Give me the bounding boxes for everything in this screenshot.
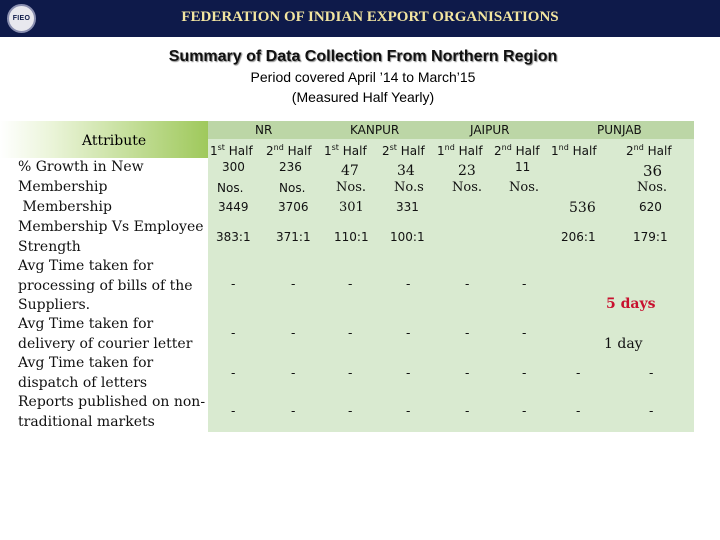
table-cell: 100:1 bbox=[390, 230, 425, 244]
region-header-kanpur: KANPUR bbox=[350, 123, 400, 137]
table-cell: - bbox=[291, 366, 296, 381]
table-cell: 620 bbox=[639, 200, 662, 214]
half-header: 1st Half bbox=[210, 143, 253, 158]
table-cell: 331 bbox=[396, 200, 419, 214]
table-cell: 301 bbox=[339, 200, 364, 215]
fieo-logo: FIEO bbox=[7, 4, 36, 33]
region-header-jaipur: JAIPUR bbox=[470, 123, 510, 137]
half-header: 1nd Half bbox=[437, 143, 483, 158]
table-cell: - bbox=[406, 366, 411, 381]
row-label-bills: Avg Time taken for processing of bills of the Suppliers. bbox=[18, 258, 193, 313]
table-cell: 536 bbox=[569, 200, 596, 216]
table-cell: - bbox=[465, 366, 470, 381]
table-cell-highlight: 5 days bbox=[606, 296, 656, 312]
table-cell: Nos. bbox=[279, 181, 306, 195]
table-cell: - bbox=[348, 404, 353, 419]
table-cell: - bbox=[649, 366, 654, 381]
region-header-nr: NR bbox=[255, 123, 273, 137]
half-header: 1st Half bbox=[324, 143, 367, 158]
period-text: Period covered April ’14 to March’15 bbox=[250, 69, 476, 85]
table-cell: - bbox=[465, 277, 470, 292]
measured-text: (Measured Half Yearly) bbox=[291, 89, 435, 105]
table-cell: 23 bbox=[458, 163, 476, 179]
half-header: 2nd Half bbox=[626, 143, 672, 158]
row-label-reports: Reports published on non- traditional markets bbox=[18, 394, 206, 430]
table-cell: 383:1 bbox=[216, 230, 251, 244]
table-cell: 36 bbox=[643, 162, 663, 180]
table-cell: - bbox=[406, 277, 411, 292]
row-label-membership: Membership bbox=[18, 199, 112, 215]
table-cell: 47 bbox=[341, 163, 359, 179]
table-cell: 110:1 bbox=[334, 230, 369, 244]
table-cell: - bbox=[649, 404, 654, 419]
page-title: Summary of Data Collection From Northern Region bbox=[168, 48, 558, 65]
attribute-header: Attribute bbox=[82, 133, 147, 149]
table-cell: - bbox=[406, 404, 411, 419]
table-cell: 371:1 bbox=[276, 230, 311, 244]
table-cell: - bbox=[231, 404, 236, 419]
half-header: 1nd Half bbox=[551, 143, 597, 158]
half-header: 2nd Half bbox=[266, 143, 312, 158]
table-cell: - bbox=[522, 366, 527, 381]
table-cell: 11 bbox=[515, 160, 531, 174]
table-cell: Nos. bbox=[336, 180, 367, 195]
half-header: 2st Half bbox=[382, 143, 425, 158]
table-cell: - bbox=[465, 404, 470, 419]
row-label-dispatch: Avg Time taken for dispatch of letters bbox=[18, 355, 154, 391]
table-cell: No.s bbox=[394, 180, 424, 195]
table-cell: - bbox=[231, 277, 236, 292]
table-cell: - bbox=[231, 366, 236, 381]
row-label-growth: % Growth in New Membership bbox=[18, 159, 144, 195]
table-cell: 236 bbox=[279, 160, 302, 174]
table-cell: 1 day bbox=[604, 336, 643, 352]
table-cell: Nos. bbox=[509, 180, 540, 195]
row-label-courier: Avg Time taken for delivery of courier letter bbox=[18, 316, 193, 352]
table-cell: - bbox=[406, 326, 411, 341]
table-cell: Nos. bbox=[452, 180, 483, 195]
table-cell: 3449 bbox=[218, 200, 249, 214]
half-header: 2nd Half bbox=[494, 143, 540, 158]
table-cell: - bbox=[291, 326, 296, 341]
table-cell: - bbox=[348, 366, 353, 381]
table-cell: - bbox=[576, 404, 581, 419]
org-title: FEDERATION OF INDIAN EXPORT ORGANISATIONS bbox=[181, 9, 559, 25]
table-cell: - bbox=[231, 326, 236, 341]
region-header-punjab: PUNJAB bbox=[597, 123, 642, 137]
table-cell: Nos. bbox=[217, 181, 244, 195]
table-cell: - bbox=[291, 277, 296, 292]
table-cell: 34 bbox=[397, 163, 415, 179]
table-cell: - bbox=[576, 366, 581, 381]
table-cell: - bbox=[522, 326, 527, 341]
table-cell: - bbox=[465, 326, 470, 341]
table-cell: 3706 bbox=[278, 200, 309, 214]
table-cell: 206:1 bbox=[561, 230, 596, 244]
table-cell: 300 bbox=[222, 160, 245, 174]
table-cell: - bbox=[522, 404, 527, 419]
table-cell: Nos. bbox=[637, 180, 668, 195]
table-cell: - bbox=[348, 326, 353, 341]
table-cell: - bbox=[522, 277, 527, 292]
row-label-member-employee: Membership Vs Employee Strength bbox=[18, 219, 204, 255]
table-cell: - bbox=[291, 404, 296, 419]
table-cell: - bbox=[348, 277, 353, 292]
table-cell: 179:1 bbox=[633, 230, 668, 244]
